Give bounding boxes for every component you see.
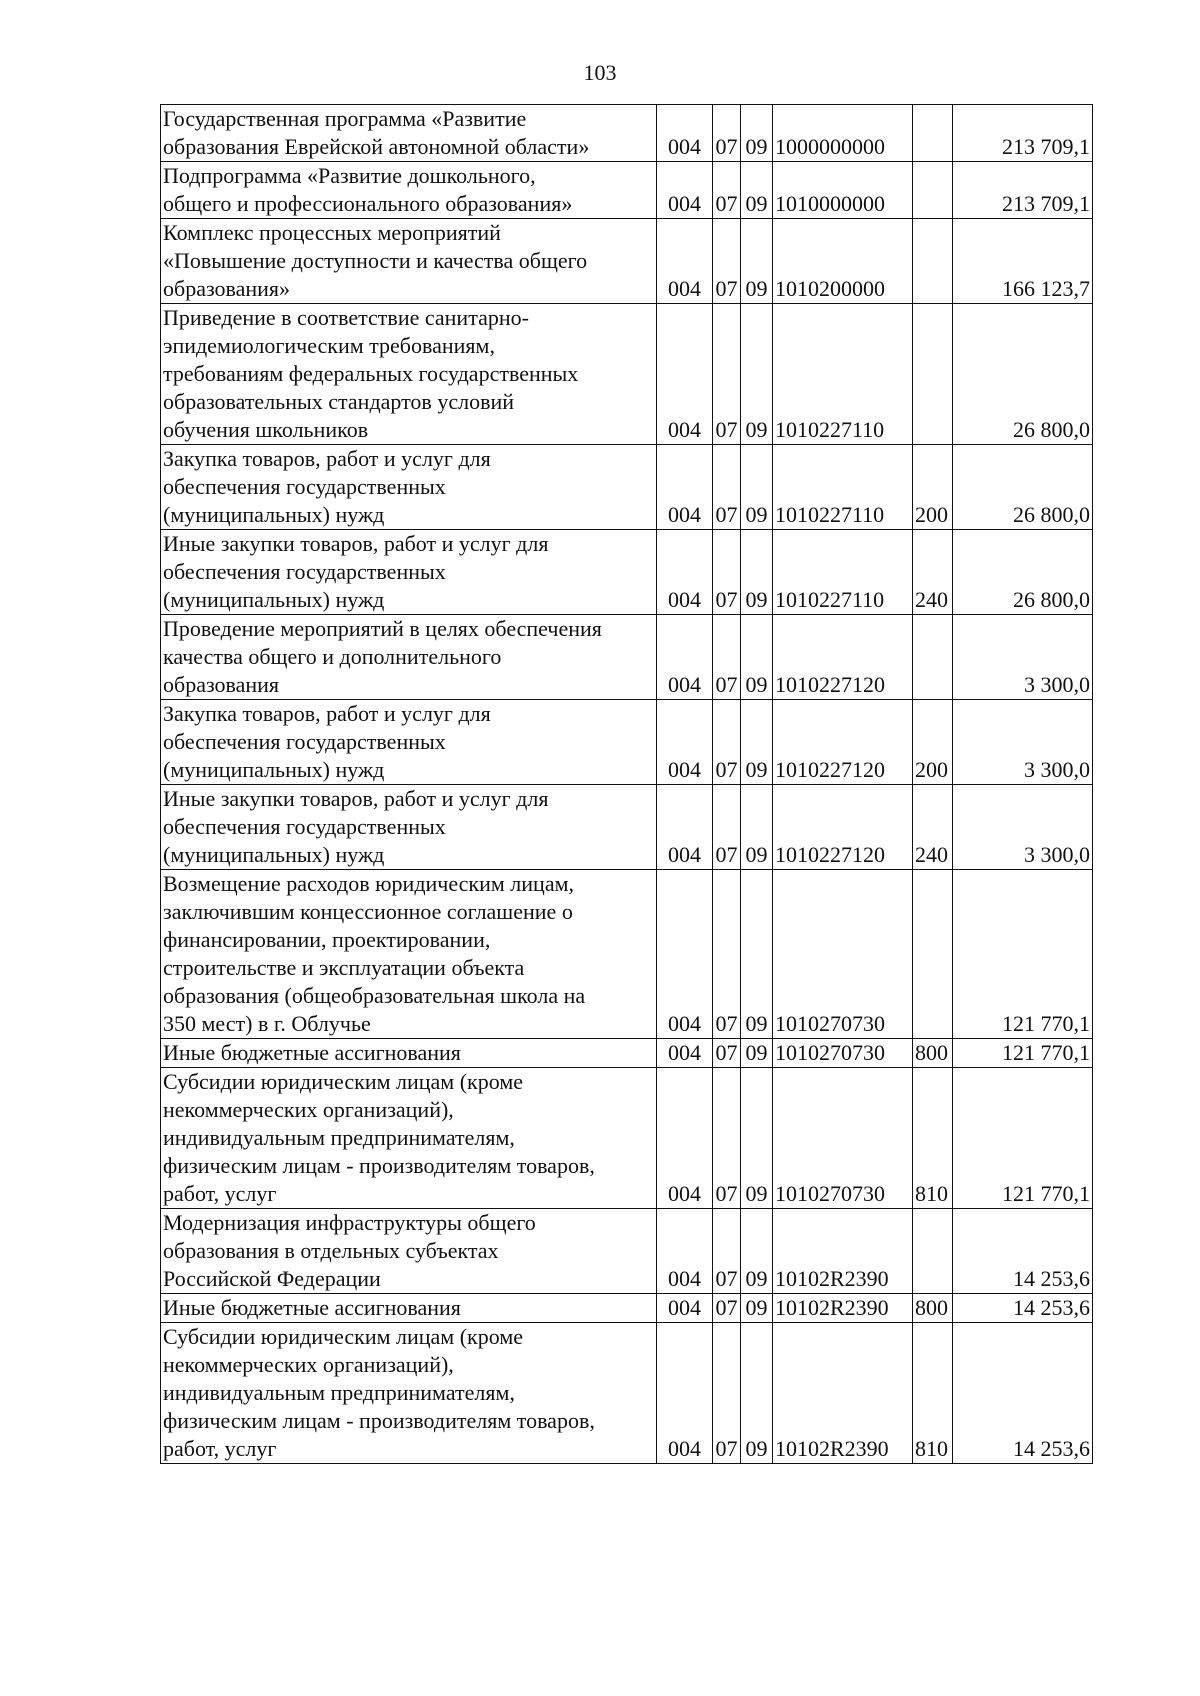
description-line: Подпрограмма «Развитие дошкольного, <box>163 163 536 188</box>
description-line: Комплекс процессных мероприятий <box>163 220 501 245</box>
description-line: (муниципальных) нужд <box>163 587 385 612</box>
section-code-cell: 07 <box>713 1068 741 1209</box>
description-line: обучения школьников <box>163 417 369 442</box>
department-code-cell: 004 <box>657 1323 713 1464</box>
expense-type-cell <box>913 162 953 219</box>
section-code-cell: 07 <box>713 1323 741 1464</box>
expense-type-cell <box>913 219 953 304</box>
description-line: «Повышение доступности и качества общего <box>163 248 588 273</box>
section-code-cell: 07 <box>713 1294 741 1323</box>
expense-type-cell: 800 <box>913 1294 953 1323</box>
description-line: финансировании, проектировании, <box>163 927 491 952</box>
row-description <box>161 219 657 304</box>
target-article-cell: 1010227120 <box>773 700 913 785</box>
department-code-cell: 004 <box>657 304 713 445</box>
subsection-code-cell: 09 <box>741 105 773 162</box>
subsection-code-cell: 09 <box>741 615 773 700</box>
amount-cell: 3 300,0 <box>953 700 1093 785</box>
department-code-cell: 004 <box>657 1209 713 1294</box>
description-line: Закупка товаров, работ и услуг для <box>163 701 491 726</box>
row-description <box>161 530 657 615</box>
table-row <box>161 304 1093 445</box>
expense-type-cell: 800 <box>913 1039 953 1068</box>
section-code-cell: 07 <box>713 700 741 785</box>
description-line: некоммерческих организаций), <box>163 1097 454 1122</box>
table-row <box>161 105 1093 162</box>
description-line: образования Еврейской автономной области» <box>163 134 590 159</box>
row-description <box>161 105 657 162</box>
table-row <box>161 445 1093 530</box>
description-line: Иные закупки товаров, работ и услуг для <box>163 531 549 556</box>
amount-cell: 26 800,0 <box>953 530 1093 615</box>
target-article-cell: 1010227110 <box>773 304 913 445</box>
subsection-code-cell: 09 <box>741 870 773 1039</box>
department-code-cell: 004 <box>657 445 713 530</box>
description-line: обеспечения государственных <box>163 474 446 499</box>
section-code-cell: 07 <box>713 304 741 445</box>
description-line: образовательных стандартов условий <box>163 389 515 414</box>
expense-type-cell: 240 <box>913 785 953 870</box>
amount-cell: 121 770,1 <box>953 1039 1093 1068</box>
budget-table <box>160 104 1093 1464</box>
department-code-cell: 004 <box>657 615 713 700</box>
description-line: работ, услуг <box>163 1181 277 1206</box>
amount-cell: 3 300,0 <box>953 615 1093 700</box>
subsection-code-cell: 09 <box>741 530 773 615</box>
row-description <box>161 700 657 785</box>
description-line: 350 мест) в г. Облучье <box>163 1011 371 1036</box>
target-article-cell: 1000000000 <box>773 105 913 162</box>
section-code-cell: 07 <box>713 870 741 1039</box>
section-code-cell: 07 <box>713 615 741 700</box>
target-article-cell: 1010227110 <box>773 445 913 530</box>
expense-type-cell: 240 <box>913 530 953 615</box>
row-description <box>161 304 657 445</box>
table-row <box>161 1039 1093 1068</box>
description-line: обеспечения государственных <box>163 814 446 839</box>
target-article-cell: 10102R2390 <box>773 1294 913 1323</box>
table-row <box>161 615 1093 700</box>
department-code-cell: 004 <box>657 785 713 870</box>
description-line: работ, услуг <box>163 1436 277 1461</box>
target-article-cell: 1010227120 <box>773 615 913 700</box>
amount-cell: 14 253,6 <box>953 1209 1093 1294</box>
description-line: физическим лицам - производителям товаров, <box>163 1408 595 1433</box>
row-description <box>161 615 657 700</box>
description-line: Государственная программа «Развитие <box>163 106 527 131</box>
department-code-cell: 004 <box>657 1068 713 1209</box>
table-row <box>161 219 1093 304</box>
row-description <box>161 1294 657 1323</box>
description-line: Субсидии юридическим лицам (кроме <box>163 1069 524 1094</box>
amount-cell: 26 800,0 <box>953 304 1093 445</box>
expense-type-cell: 200 <box>913 445 953 530</box>
description-line: образования» <box>163 276 291 301</box>
table-row <box>161 1294 1093 1323</box>
description-line: образования <box>163 672 280 697</box>
amount-cell: 213 709,1 <box>953 105 1093 162</box>
expense-type-cell <box>913 615 953 700</box>
description-line: качества общего и дополнительного <box>163 644 502 669</box>
description-line: Иные бюджетные ассигнования <box>163 1040 461 1065</box>
description-line: некоммерческих организаций), <box>163 1352 454 1377</box>
description-line: Проведение мероприятий в целях обеспечения <box>163 616 602 641</box>
description-line: требованиям федеральных государственных <box>163 361 579 386</box>
description-line: эпидемиологическим требованиям, <box>163 333 495 358</box>
budget-table-body <box>161 105 1093 1464</box>
expense-type-cell <box>913 1209 953 1294</box>
department-code-cell: 004 <box>657 530 713 615</box>
row-description <box>161 1209 657 1294</box>
row-description <box>161 445 657 530</box>
description-line: индивидуальным предпринимателям, <box>163 1125 515 1150</box>
department-code-cell: 004 <box>657 162 713 219</box>
amount-cell: 14 253,6 <box>953 1294 1093 1323</box>
department-code-cell: 004 <box>657 1294 713 1323</box>
section-code-cell: 07 <box>713 162 741 219</box>
department-code-cell: 004 <box>657 700 713 785</box>
table-row <box>161 1323 1093 1464</box>
description-line: (муниципальных) нужд <box>163 842 385 867</box>
amount-cell: 121 770,1 <box>953 1068 1093 1209</box>
subsection-code-cell: 09 <box>741 700 773 785</box>
expense-type-cell <box>913 870 953 1039</box>
section-code-cell: 07 <box>713 1039 741 1068</box>
department-code-cell: 004 <box>657 870 713 1039</box>
row-description <box>161 1039 657 1068</box>
subsection-code-cell: 09 <box>741 219 773 304</box>
row-description <box>161 870 657 1039</box>
description-line: (муниципальных) нужд <box>163 757 385 782</box>
subsection-code-cell: 09 <box>741 1323 773 1464</box>
section-code-cell: 07 <box>713 105 741 162</box>
section-code-cell: 07 <box>713 785 741 870</box>
expense-type-cell <box>913 105 953 162</box>
description-line: Субсидии юридическим лицам (кроме <box>163 1324 524 1349</box>
description-line: Приведение в соответствие санитарно- <box>163 305 529 330</box>
table-row <box>161 700 1093 785</box>
description-line: обеспечения государственных <box>163 559 446 584</box>
row-description <box>161 785 657 870</box>
description-line: образования (общеобразовательная школа на <box>163 983 586 1008</box>
table-row <box>161 785 1093 870</box>
amount-cell: 26 800,0 <box>953 445 1093 530</box>
description-line: строительстве и эксплуатации объекта <box>163 955 525 980</box>
target-article-cell: 1010227110 <box>773 530 913 615</box>
department-code-cell: 004 <box>657 1039 713 1068</box>
table-row <box>161 1209 1093 1294</box>
description-line: обеспечения государственных <box>163 729 446 754</box>
department-code-cell: 004 <box>657 219 713 304</box>
amount-cell: 213 709,1 <box>953 162 1093 219</box>
expense-type-cell: 810 <box>913 1323 953 1464</box>
target-article-cell: 1010000000 <box>773 162 913 219</box>
target-article-cell: 1010270730 <box>773 870 913 1039</box>
subsection-code-cell: 09 <box>741 1068 773 1209</box>
row-description <box>161 162 657 219</box>
description-line: индивидуальным предпринимателям, <box>163 1380 515 1405</box>
subsection-code-cell: 09 <box>741 1039 773 1068</box>
target-article-cell: 1010200000 <box>773 219 913 304</box>
description-line: Закупка товаров, работ и услуг для <box>163 446 491 471</box>
page-number: 103 <box>583 60 617 85</box>
description-line: Российской Федерации <box>163 1266 381 1291</box>
target-article-cell: 1010227120 <box>773 785 913 870</box>
section-code-cell: 07 <box>713 445 741 530</box>
table-row <box>161 162 1093 219</box>
description-line: Модернизация инфраструктуры общего <box>163 1210 536 1235</box>
table-row <box>161 530 1093 615</box>
row-description <box>161 1068 657 1209</box>
target-article-cell: 1010270730 <box>773 1068 913 1209</box>
subsection-code-cell: 09 <box>741 304 773 445</box>
description-line: физическим лицам - производителям товаров, <box>163 1153 595 1178</box>
subsection-code-cell: 09 <box>741 445 773 530</box>
table-row <box>161 1068 1093 1209</box>
expense-type-cell <box>913 304 953 445</box>
target-article-cell: 10102R2390 <box>773 1323 913 1464</box>
description-line: образования в отдельных субъектах <box>163 1238 499 1263</box>
section-code-cell: 07 <box>713 530 741 615</box>
description-line: Иные бюджетные ассигнования <box>163 1295 461 1320</box>
amount-cell: 14 253,6 <box>953 1323 1093 1464</box>
amount-cell: 121 770,1 <box>953 870 1093 1039</box>
table-row <box>161 870 1093 1039</box>
department-code-cell: 004 <box>657 105 713 162</box>
amount-cell: 3 300,0 <box>953 785 1093 870</box>
description-line: Возмещение расходов юридическим лицам, <box>163 871 575 896</box>
target-article-cell: 1010270730 <box>773 1039 913 1068</box>
subsection-code-cell: 09 <box>741 162 773 219</box>
row-description <box>161 1323 657 1464</box>
expense-type-cell: 200 <box>913 700 953 785</box>
description-line: Иные закупки товаров, работ и услуг для <box>163 786 549 811</box>
description-line: (муниципальных) нужд <box>163 502 385 527</box>
expense-type-cell: 810 <box>913 1068 953 1209</box>
description-line: общего и профессионального образования» <box>163 191 573 216</box>
section-code-cell: 07 <box>713 219 741 304</box>
target-article-cell: 10102R2390 <box>773 1209 913 1294</box>
subsection-code-cell: 09 <box>741 1294 773 1323</box>
subsection-code-cell: 09 <box>741 785 773 870</box>
description-line: заключившим концессионное соглашение о <box>163 899 573 924</box>
subsection-code-cell: 09 <box>741 1209 773 1294</box>
section-code-cell: 07 <box>713 1209 741 1294</box>
amount-cell: 166 123,7 <box>953 219 1093 304</box>
